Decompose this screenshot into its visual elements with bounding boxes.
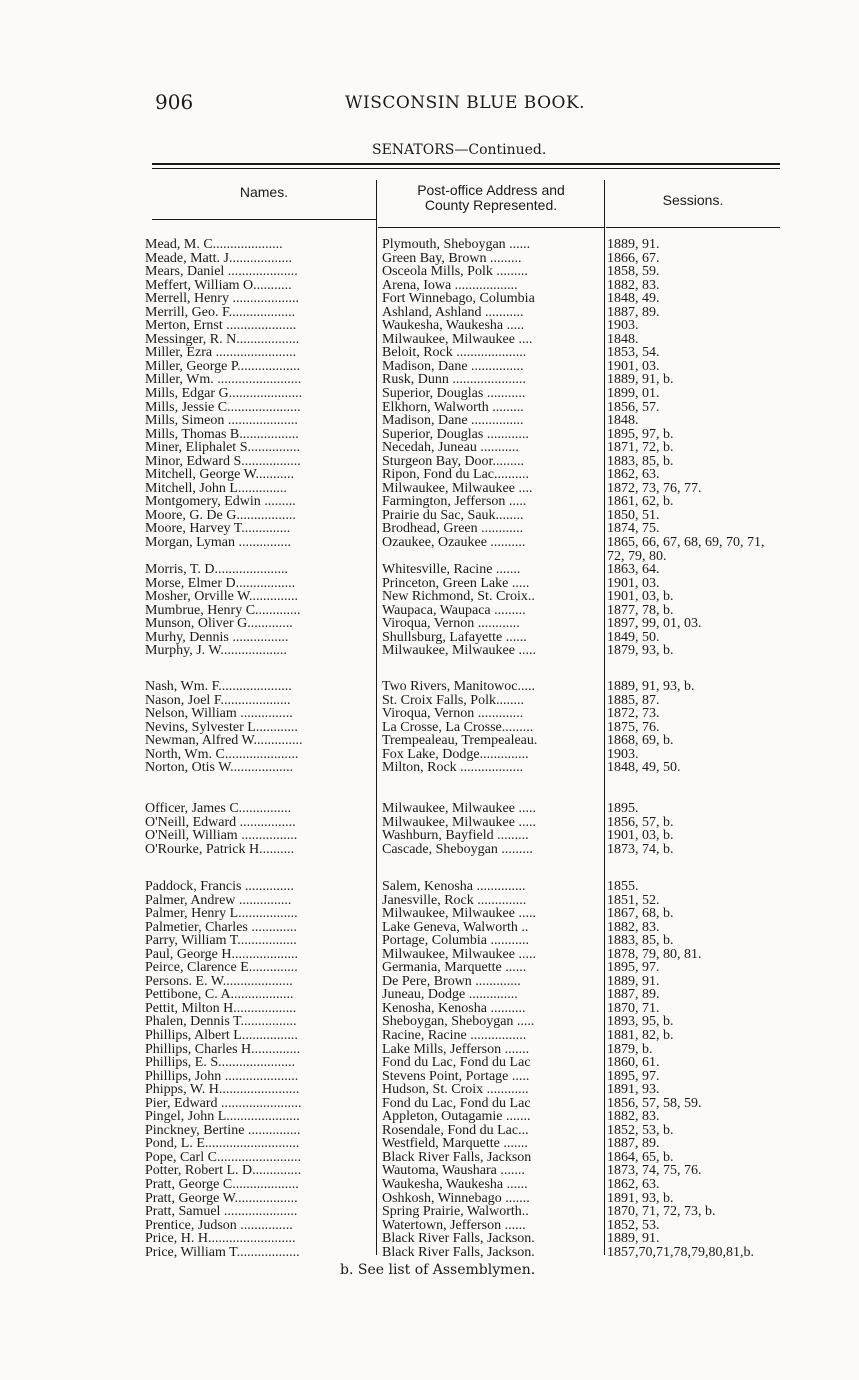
sessions-cell: 1861, 62, b. bbox=[607, 495, 674, 509]
senator-name: Mills, Simeon .................... bbox=[145, 414, 298, 428]
post-office-address: Black River Falls, Jackson. bbox=[382, 1232, 535, 1246]
sessions-cell: 1848, 49, 50. bbox=[607, 761, 681, 775]
sessions-cell: 1901, 03. bbox=[607, 359, 660, 374]
senator-name: O'Rourke, Patrick H.......... bbox=[145, 842, 295, 857]
post-office-address: Lake Geneva, Walworth .. bbox=[382, 920, 529, 935]
senator-name: Potter, Robert L. D.............. bbox=[145, 1164, 302, 1179]
header-bottom-rule-sessions bbox=[606, 227, 780, 228]
sessions-cell: 1878, 79, 80, 81. bbox=[607, 947, 702, 962]
sessions-cell: 1889, 91. bbox=[607, 1232, 660, 1246]
senator-name: Nevins, Sylvester L............ bbox=[145, 720, 298, 735]
senator-name: Phalen, Dennis T................ bbox=[145, 1015, 297, 1030]
sessions-cell: 1872, 73. bbox=[607, 707, 660, 721]
senator-name: Miller, Wm. ........................ bbox=[145, 373, 302, 388]
sessions-cell: 1891, 93, b. bbox=[607, 1191, 674, 1206]
section-title: SENATORS—Continued. bbox=[372, 142, 547, 158]
table-row bbox=[0, 748, 859, 762]
sessions-cell: 1883, 85, b. bbox=[607, 454, 674, 469]
running-head: WISCONSIN BLUE BOOK. bbox=[345, 93, 586, 113]
post-office-address: Beloit, Rock .................... bbox=[382, 346, 527, 360]
table-row bbox=[0, 522, 859, 536]
senator-name: Paul, George H................... bbox=[145, 947, 298, 962]
post-office-address: Janesville, Rock .............. bbox=[382, 893, 527, 908]
senator-name: Morris, T. D..................... bbox=[145, 563, 288, 577]
sessions-cell: 1903. bbox=[607, 319, 639, 333]
post-office-address: Elkhorn, Walworth ......... bbox=[382, 400, 524, 415]
table-row bbox=[0, 1205, 859, 1219]
post-office-address: Wautoma, Waushara ....... bbox=[382, 1164, 525, 1179]
post-office-address: Ozaukee, Ozaukee .......... bbox=[382, 536, 526, 550]
table-row bbox=[0, 292, 859, 306]
senator-name: Merrell, Henry ................... bbox=[145, 292, 299, 306]
senator-name: Moore, Harvey T.............. bbox=[145, 522, 291, 537]
table-row bbox=[0, 509, 859, 523]
sessions-cell: 1887, 89. bbox=[607, 305, 660, 320]
post-office-address: Milwaukee, Milwaukee ..... bbox=[382, 644, 536, 658]
post-office-address: Ashland, Ashland ........... bbox=[382, 305, 524, 320]
senator-name: Mumbrue, Henry C............. bbox=[145, 603, 301, 618]
table-row bbox=[0, 948, 859, 962]
top-rule-thick bbox=[152, 163, 780, 165]
sessions-cell: 1889, 91, b. bbox=[607, 373, 674, 388]
column-header-sessions: Sessions. bbox=[662, 192, 724, 208]
senator-name: Peirce, Clarence E.............. bbox=[145, 961, 298, 975]
sessions-cell: 1873, 74, 75, 76. bbox=[607, 1164, 702, 1179]
post-office-address: Milton, Rock .................. bbox=[382, 761, 524, 775]
post-office-address: Germania, Marquette ...... bbox=[382, 961, 527, 975]
table-row bbox=[0, 1029, 859, 1043]
table-row bbox=[0, 843, 859, 857]
table-row bbox=[0, 577, 859, 591]
sessions-cell: 1856, 57. bbox=[607, 400, 660, 415]
table-row bbox=[0, 1232, 859, 1246]
post-office-address: Juneau, Dodge .............. bbox=[382, 988, 518, 1002]
senator-name: Mitchell, John L.............. bbox=[145, 481, 287, 496]
senator-name: Pratt, George W.................. bbox=[145, 1191, 298, 1206]
sessions-cell: 1872, 73, 76, 77. bbox=[607, 481, 702, 496]
table-row bbox=[0, 1110, 859, 1124]
post-office-address: Washburn, Bayfield ......... bbox=[382, 829, 529, 843]
table-row bbox=[0, 1192, 859, 1206]
table-row bbox=[0, 1137, 859, 1151]
sessions-cell: 1901, 03, b. bbox=[607, 590, 674, 604]
post-office-address: Milwaukee, Milwaukee .... bbox=[382, 481, 533, 496]
post-office-address: De Pere, Brown ............. bbox=[382, 974, 521, 989]
post-office-address: Portage, Columbia ........... bbox=[382, 934, 529, 948]
table-row bbox=[0, 279, 859, 293]
senator-name: Munson, Oliver G............. bbox=[145, 617, 293, 631]
table-row bbox=[0, 455, 859, 469]
table-row bbox=[0, 414, 859, 428]
table-row bbox=[0, 373, 859, 387]
table-row bbox=[0, 387, 859, 401]
post-office-address: Superior, Douglas ........... bbox=[382, 387, 526, 401]
senator-name: Paddock, Francis .............. bbox=[145, 880, 294, 894]
senator-name: Murhy, Dennis ................ bbox=[145, 630, 289, 645]
table-row bbox=[0, 1124, 859, 1138]
address-header-line1: Post-office Address and bbox=[417, 182, 565, 198]
sessions-cell: 1895, 97. bbox=[607, 961, 660, 975]
post-office-address: Milwaukee, Milwaukee ..... bbox=[382, 947, 536, 962]
post-office-address: Fox Lake, Dodge.............. bbox=[382, 747, 529, 762]
table-row bbox=[0, 536, 859, 550]
post-office-address: Fond du Lac, Fond du Lac bbox=[382, 1056, 531, 1070]
table-row bbox=[0, 1178, 859, 1192]
table-row bbox=[0, 1002, 859, 1016]
senator-name: Palmer, Henry L................. bbox=[145, 907, 298, 921]
table-row bbox=[0, 360, 859, 374]
sessions-cell: 1882, 83. bbox=[607, 1110, 660, 1124]
table-row bbox=[0, 921, 859, 935]
post-office-address: Watertown, Jefferson ...... bbox=[382, 1218, 526, 1233]
sessions-cell: 1868, 69, b. bbox=[607, 734, 674, 748]
table-row bbox=[0, 346, 859, 360]
sessions-cell: 1856, 57, b. bbox=[607, 815, 674, 830]
senator-name: Moore, G. De G................. bbox=[145, 508, 296, 523]
sessions-cell: 1895, 97, b. bbox=[607, 427, 674, 442]
senator-name: Merrill, Geo. F................... bbox=[145, 305, 296, 320]
post-office-address: Plymouth, Sheboygan ...... bbox=[382, 238, 531, 252]
table-row bbox=[0, 975, 859, 989]
post-office-address: Oshkosh, Winnebago ....... bbox=[382, 1191, 530, 1206]
post-office-address: Superior, Douglas ............ bbox=[382, 427, 529, 442]
post-office-address: Waukesha, Waukesha ...... bbox=[382, 1178, 528, 1192]
table-row bbox=[0, 707, 859, 721]
senator-name: Persons. E. W.................... bbox=[145, 974, 293, 989]
senator-name: Price, H. H......................... bbox=[145, 1232, 296, 1246]
table-row bbox=[0, 1083, 859, 1097]
table-row bbox=[0, 428, 859, 442]
post-office-address: Kenosha, Kenosha .......... bbox=[382, 1001, 526, 1016]
senators-group-p bbox=[0, 880, 859, 1259]
sessions-cell: 1882, 83. bbox=[607, 920, 660, 935]
sessions-cell: 1856, 57, 58, 59. bbox=[607, 1096, 702, 1111]
post-office-address: Milwaukee, Milwaukee ..... bbox=[382, 802, 536, 816]
sessions-cell: 1875, 76. bbox=[607, 720, 660, 735]
table-row bbox=[0, 880, 859, 894]
senator-name: Prentice, Judson ............... bbox=[145, 1218, 293, 1233]
sessions-cell: 1867, 68, b. bbox=[607, 907, 674, 921]
table-row bbox=[0, 988, 859, 1002]
post-office-address: Farmington, Jefferson ..... bbox=[382, 495, 527, 509]
senator-name: Morse, Elmer D................. bbox=[145, 576, 296, 591]
post-office-address: Stevens Point, Portage ..... bbox=[382, 1069, 530, 1084]
sessions-cell: 1889, 91, 93, b. bbox=[607, 680, 695, 694]
senator-name: Pratt, Samuel ..................... bbox=[145, 1205, 298, 1219]
table-row bbox=[0, 265, 859, 279]
header-bottom-rule-names bbox=[152, 219, 376, 220]
header-bottom-rule-address bbox=[378, 227, 604, 228]
table-row bbox=[0, 734, 859, 748]
sessions-cell: 1852, 53, b. bbox=[607, 1123, 674, 1138]
post-office-address: Fond du Lac, Fond du Lac bbox=[382, 1096, 531, 1111]
table-row bbox=[0, 495, 859, 509]
post-office-address: Sheboygan, Sheboygan ..... bbox=[382, 1015, 535, 1030]
senator-name: Mears, Daniel .................... bbox=[145, 265, 298, 279]
sessions-cell: 1849, 50. bbox=[607, 630, 660, 645]
sessions-cell: 1860, 61. bbox=[607, 1056, 660, 1070]
post-office-address: Ripon, Fond du Lac.......... bbox=[382, 468, 529, 482]
sessions-cell: 1848. bbox=[607, 332, 639, 347]
senator-name: Phillips, John ..................... bbox=[145, 1069, 299, 1084]
post-office-address: Salem, Kenosha .............. bbox=[382, 880, 526, 894]
post-office-address: Whitesville, Racine ....... bbox=[382, 563, 521, 577]
sessions-cell: 1879, 93, b. bbox=[607, 644, 674, 658]
post-office-address: Green Bay, Brown ......... bbox=[382, 251, 522, 266]
sessions-cell: 1853, 54. bbox=[607, 346, 660, 360]
post-office-address: Waupaca, Waupaca ......... bbox=[382, 603, 526, 618]
senator-name: Meffert, William O........... bbox=[145, 278, 292, 293]
table-row bbox=[0, 1097, 859, 1111]
post-office-address: Milwaukee, Milwaukee .... bbox=[382, 332, 533, 347]
sessions-cell: 1891, 93. bbox=[607, 1083, 660, 1097]
senator-name: Montgomery, Edwin ......... bbox=[145, 495, 296, 509]
sessions-cell: 1862, 63. bbox=[607, 468, 660, 482]
table-row bbox=[0, 721, 859, 735]
senator-name: Nelson, William ............... bbox=[145, 707, 293, 721]
senator-name: Messinger, R. N.................. bbox=[145, 332, 300, 347]
senator-name: Mills, Thomas B................. bbox=[145, 427, 299, 442]
sessions-cell: 1889, 91. bbox=[607, 974, 660, 989]
sessions-cell: 1895. bbox=[607, 802, 639, 816]
senator-name: Pope, Carl C........................ bbox=[145, 1150, 301, 1165]
post-office-address: Spring Prairie, Walworth.. bbox=[382, 1205, 529, 1219]
sessions-cell: 1870, 71, 72, 73, b. bbox=[607, 1205, 716, 1219]
post-office-address: Viroqua, Vernon ............. bbox=[382, 707, 524, 721]
table-row bbox=[0, 617, 859, 631]
senator-name: Price, William T.................. bbox=[145, 1245, 300, 1260]
sessions-cell: 1879, b. bbox=[607, 1042, 653, 1057]
sessions-cell: 1863, 64. bbox=[607, 563, 660, 577]
sessions-cell: 1855. bbox=[607, 880, 639, 894]
sessions-cell: 1874, 75. bbox=[607, 522, 660, 537]
post-office-address: Trempealeau, Trempealeau. bbox=[382, 734, 538, 748]
post-office-address: Shullsburg, Lafayette ...... bbox=[382, 630, 527, 645]
sessions-cell: 1864, 65, b. bbox=[607, 1150, 674, 1165]
sessions-cell: 1873, 74, b. bbox=[607, 842, 674, 857]
senator-name: Miller, George P.................. bbox=[145, 359, 301, 374]
address-header-line2: County Represented. bbox=[424, 197, 558, 213]
table-row bbox=[0, 550, 859, 564]
post-office-address: Rosendale, Fond du Lac... bbox=[382, 1123, 529, 1138]
post-office-address: Westfield, Marquette ....... bbox=[382, 1137, 528, 1151]
post-office-address: Fort Winnebago, Columbia bbox=[382, 292, 535, 306]
table-row bbox=[0, 468, 859, 482]
sessions-cell: 1862, 63. bbox=[607, 1178, 660, 1192]
senator-name: Pingel, John L..................... bbox=[145, 1110, 300, 1124]
top-rule-thin bbox=[152, 168, 780, 169]
senator-name: Mills, Jessie C..................... bbox=[145, 400, 301, 415]
sessions-cell: 1870, 71. bbox=[607, 1001, 660, 1016]
sessions-cell: 1899, 01. bbox=[607, 387, 660, 401]
post-office-address: New Richmond, St. Croix.. bbox=[382, 590, 535, 604]
table-row bbox=[0, 1043, 859, 1057]
sessions-cell: 1893, 95, b. bbox=[607, 1015, 674, 1030]
sessions-cell: 1866, 67. bbox=[607, 251, 660, 266]
senator-name: Phillips, E. S...................... bbox=[145, 1056, 296, 1070]
sessions-cell: 1887, 89. bbox=[607, 1137, 660, 1151]
senator-name: Phillips, Albert L................ bbox=[145, 1029, 298, 1043]
table-row bbox=[0, 761, 859, 775]
table-row bbox=[0, 590, 859, 604]
senator-name: Officer, James C............... bbox=[145, 802, 292, 816]
table-row bbox=[0, 1246, 859, 1260]
senator-name: Mills, Edgar G..................... bbox=[145, 387, 303, 401]
senator-name: Pier, Edward ....................... bbox=[145, 1096, 302, 1111]
table-row bbox=[0, 482, 859, 496]
sessions-cell: 1865, 66, 67, 68, 69, 70, 71, bbox=[607, 536, 765, 550]
sessions-cell: 1850, 51. bbox=[607, 508, 660, 523]
sessions-cell: 1877, 78, b. bbox=[607, 603, 674, 618]
senator-name: Murphy, J. W................... bbox=[145, 644, 287, 658]
senator-name: Mead, M. C.................... bbox=[145, 238, 283, 252]
sessions-cell: 1871, 72, b. bbox=[607, 441, 674, 455]
senator-name: Palmer, Andrew ............... bbox=[145, 893, 292, 908]
page-number: 906 bbox=[155, 90, 194, 114]
senators-group-o bbox=[0, 802, 859, 856]
senator-name: Palmetier, Charles ............. bbox=[145, 920, 297, 935]
table-row bbox=[0, 680, 859, 694]
senator-name: O'Neill, William ................ bbox=[145, 829, 298, 843]
table-row bbox=[0, 894, 859, 908]
senator-name: Mitchell, George W........... bbox=[145, 468, 295, 482]
sessions-cell: 1881, 82, b. bbox=[607, 1029, 674, 1043]
table-row bbox=[0, 252, 859, 266]
sessions-cell: 1889, 91. bbox=[607, 238, 660, 252]
sessions-cell: 1895, 97. bbox=[607, 1069, 660, 1084]
sessions-cell: 1852, 53. bbox=[607, 1218, 660, 1233]
post-office-address: Prairie du Sac, Sauk........ bbox=[382, 508, 524, 523]
senator-name: Minor, Edward S................. bbox=[145, 454, 301, 469]
table-row bbox=[0, 563, 859, 577]
table-row bbox=[0, 934, 859, 948]
table-row bbox=[0, 907, 859, 921]
sessions-cell: 1857,70,71,78,79,80,81,b. bbox=[607, 1245, 754, 1260]
table-row bbox=[0, 441, 859, 455]
sessions-cell: 1887, 89. bbox=[607, 988, 660, 1002]
post-office-address: Cascade, Sheboygan ......... bbox=[382, 842, 533, 857]
senator-name: North, Wm. C..................... bbox=[145, 747, 299, 762]
table-row bbox=[0, 401, 859, 415]
sessions-cell: 1897, 99, 01, 03. bbox=[607, 617, 702, 631]
senator-name: Pettibone, C. A.................. bbox=[145, 988, 294, 1002]
table-row bbox=[0, 1164, 859, 1178]
senator-name: Phillips, Charles H.............. bbox=[145, 1042, 301, 1057]
table-row bbox=[0, 1219, 859, 1233]
table-row bbox=[0, 1056, 859, 1070]
post-office-address: Madison, Dane ............... bbox=[382, 359, 524, 374]
senator-name: Phipps, W. H....................... bbox=[145, 1083, 300, 1097]
sessions-cell: 1851, 52. bbox=[607, 893, 660, 908]
post-office-address: St. Croix Falls, Polk........ bbox=[382, 693, 524, 708]
sessions-cell: 1885, 87. bbox=[607, 693, 660, 708]
table-row bbox=[0, 631, 859, 645]
senator-name: Miller, Ezra ....................... bbox=[145, 346, 297, 360]
senator-name: Miner, Eliphalet S............... bbox=[145, 441, 300, 455]
post-office-address: Racine, Racine ................ bbox=[382, 1029, 527, 1043]
table-row bbox=[0, 802, 859, 816]
table-row bbox=[0, 1015, 859, 1029]
table-row bbox=[0, 306, 859, 320]
sessions-cell: 1848. bbox=[607, 414, 639, 428]
post-office-address: Osceola Mills, Polk ......... bbox=[382, 265, 528, 279]
table-row bbox=[0, 816, 859, 830]
post-office-address: Lake Mills, Jefferson ....... bbox=[382, 1042, 530, 1057]
post-office-address: Milwaukee, Milwaukee ..... bbox=[382, 815, 536, 830]
sessions-cell: 1903. bbox=[607, 747, 639, 762]
table-row bbox=[0, 694, 859, 708]
post-office-address: Arena, Iowa .................. bbox=[382, 278, 518, 293]
sessions-cell: 1883, 85, b. bbox=[607, 934, 674, 948]
senator-name: Pinckney, Bertine ............... bbox=[145, 1123, 301, 1138]
table-row bbox=[0, 604, 859, 618]
table-row bbox=[0, 1070, 859, 1084]
sessions-cell: 1848, 49. bbox=[607, 292, 660, 306]
column-header-names: Names. bbox=[239, 184, 289, 200]
senator-name: Parry, William T................. bbox=[145, 934, 297, 948]
post-office-address: Sturgeon Bay, Door......... bbox=[382, 454, 524, 469]
column-header-address bbox=[378, 183, 604, 213]
senator-name: Pettit, Milton H.................. bbox=[145, 1001, 297, 1016]
post-office-address: Rusk, Dunn ..................... bbox=[382, 373, 526, 388]
table-row bbox=[0, 829, 859, 843]
post-office-address: Two Rivers, Manitowoc..... bbox=[382, 680, 536, 694]
post-office-address: Brodhead, Green ............ bbox=[382, 522, 524, 537]
senator-name: Mosher, Orville W.............. bbox=[145, 590, 299, 604]
sessions-cell: 1858, 59. bbox=[607, 265, 660, 279]
senator-name: Pratt, George C................... bbox=[145, 1178, 299, 1192]
senator-name: Nason, Joel F.................... bbox=[145, 693, 291, 708]
table-row bbox=[0, 644, 859, 658]
senator-name: Merton, Ernst .................... bbox=[145, 319, 297, 333]
table-row bbox=[0, 238, 859, 252]
footnote: b. See list of Assemblymen. bbox=[340, 1262, 536, 1278]
table-row bbox=[0, 333, 859, 347]
post-office-address: Hudson, St. Croix ............ bbox=[382, 1083, 529, 1097]
senator-name: Newman, Alfred W.............. bbox=[145, 734, 303, 748]
table-row bbox=[0, 1151, 859, 1165]
post-office-address: Milwaukee, Milwaukee ..... bbox=[382, 907, 536, 921]
post-office-address: La Crosse, La Crosse......... bbox=[382, 720, 534, 735]
sessions-cell: 1901, 03, b. bbox=[607, 829, 674, 843]
senator-name: O'Neill, Edward ................ bbox=[145, 815, 296, 830]
post-office-address: Black River Falls, Jackson. bbox=[382, 1245, 535, 1260]
post-office-address: Appleton, Outagamie ....... bbox=[382, 1110, 531, 1124]
post-office-address: Princeton, Green Lake ..... bbox=[382, 576, 530, 591]
senators-group-m bbox=[0, 238, 859, 658]
senator-name: Nash, Wm. F..................... bbox=[145, 680, 292, 694]
senator-name: Meade, Matt. J.................. bbox=[145, 251, 292, 266]
post-office-address: Madison, Dane ............... bbox=[382, 414, 524, 428]
post-office-address: Necedah, Juneau ........... bbox=[382, 441, 519, 455]
senator-name: Norton, Otis W.................. bbox=[145, 761, 294, 775]
sessions-cell: 1882, 83. bbox=[607, 278, 660, 293]
table-row bbox=[0, 961, 859, 975]
senator-name: Pond, L. E........................... bbox=[145, 1137, 300, 1151]
table-row bbox=[0, 319, 859, 333]
senator-name: Morgan, Lyman ............... bbox=[145, 536, 291, 550]
sessions-cell: 1901, 03. bbox=[607, 576, 660, 591]
post-office-address: Viroqua, Vernon ............ bbox=[382, 617, 520, 631]
senators-group-n bbox=[0, 680, 859, 775]
sessions-cell: 72, 79, 80. bbox=[607, 549, 667, 564]
post-office-address: Waukesha, Waukesha ..... bbox=[382, 319, 525, 333]
post-office-address: Black River Falls, Jackson bbox=[382, 1150, 532, 1165]
